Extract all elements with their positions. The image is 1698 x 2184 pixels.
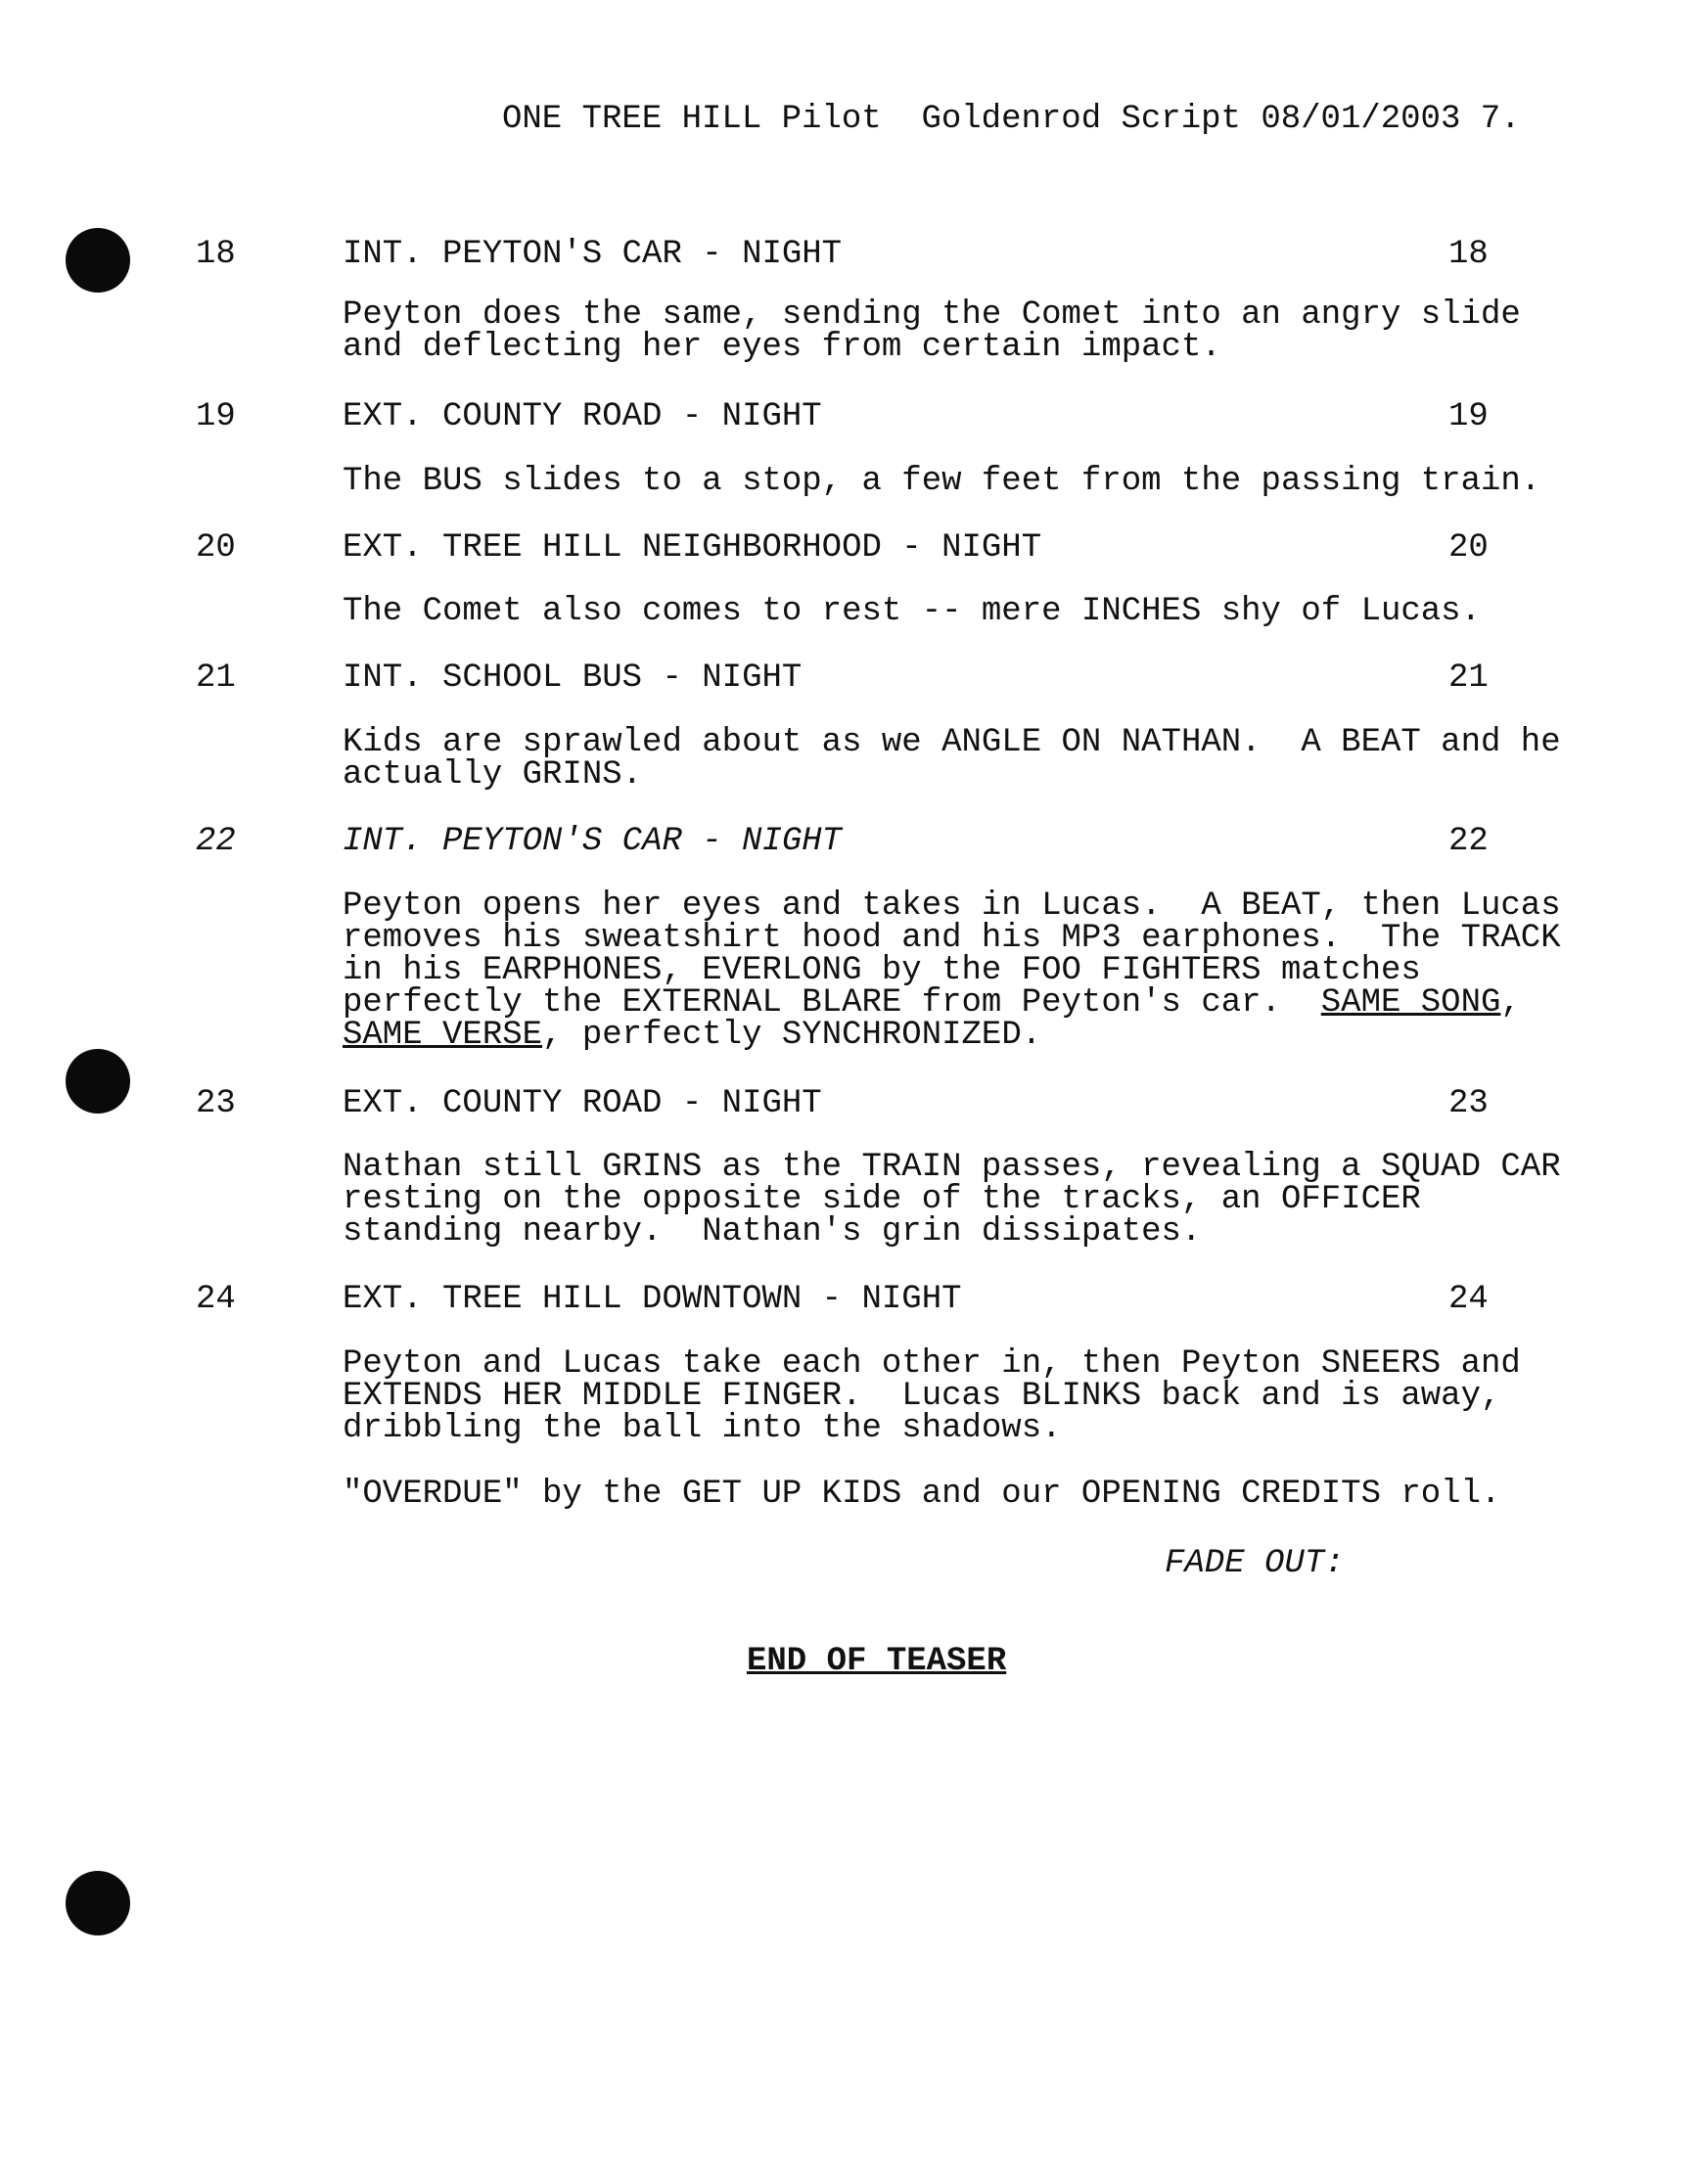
scene-number-right: 23 <box>1448 1085 1489 1122</box>
action-line: dribbling the ball into the shadows. <box>343 1410 1062 1447</box>
action-text: perfectly the EXTERNAL BLARE from Peyton's car. <box>343 984 1321 1022</box>
scene-heading: EXT. TREE HILL NEIGHBORHOOD - NIGHT <box>343 529 1042 567</box>
page-header: ONE TREE HILL Pilot Goldenrod Script 08/01/2003 7. <box>502 101 1521 138</box>
action-line: "OVERDUE" by the GET UP KIDS and our OPENING CREDITS roll. <box>343 1476 1501 1513</box>
transition-fade-out: FADE OUT: <box>1165 1545 1345 1582</box>
action-line: actually GRINS. <box>343 756 643 794</box>
scene-number-left: 23 <box>196 1085 236 1122</box>
action-line: standing nearby. Nathan's grin dissipates. <box>343 1213 1202 1251</box>
action-line: removes his sweatshirt hood and his MP3 earphones. The TRACK <box>343 920 1561 957</box>
scene-heading: INT. SCHOOL BUS - NIGHT <box>343 660 803 697</box>
scene-heading: EXT. COUNTY ROAD - NIGHT <box>343 1085 822 1122</box>
action-text: , <box>1500 984 1521 1022</box>
scene-number-left: 18 <box>196 236 236 273</box>
action-line: Peyton opens her eyes and takes in Lucas. A BEAT, then Lucas <box>343 887 1561 925</box>
scene-number-right: 24 <box>1448 1281 1489 1318</box>
scene-number-left: 20 <box>196 529 236 567</box>
scene-number-right: 20 <box>1448 529 1489 567</box>
action-line <box>343 1017 1042 1054</box>
end-of-teaser: END OF TEASER <box>747 1643 1007 1680</box>
scene-heading: EXT. COUNTY ROAD - NIGHT <box>343 398 822 435</box>
action-line: Peyton does the same, sending the Comet into an angry slide <box>343 296 1521 334</box>
action-line: The Comet also comes to rest -- mere INCHES shy of Lucas. <box>343 593 1481 630</box>
scene-number-right: 21 <box>1448 660 1489 697</box>
scene-number-left: 24 <box>196 1281 236 1318</box>
action-line <box>343 984 1521 1022</box>
action-line: and deflecting her eyes from certain impact. <box>343 329 1221 366</box>
underlined-text: SAME SONG <box>1320 984 1501 1022</box>
action-line: The BUS slides to a stop, a few feet from the passing train. <box>343 463 1541 500</box>
hole-punch-top <box>66 228 130 293</box>
scene-heading: INT. PEYTON'S CAR - NIGHT <box>343 236 843 273</box>
scene-heading: INT. PEYTON'S CAR - NIGHT <box>343 823 843 860</box>
scene-number-right: 22 <box>1448 823 1489 860</box>
scene-number-left: 21 <box>196 660 236 697</box>
scene-number-right: 19 <box>1448 398 1489 435</box>
action-line: EXTENDS HER MIDDLE FINGER. Lucas BLINKS back and is away, <box>343 1378 1501 1415</box>
hole-punch-bottom <box>66 1871 130 1935</box>
scene-number-left: 22 <box>196 823 236 860</box>
scene-number-left: 19 <box>196 398 236 435</box>
action-line: resting on the opposite side of the tracks, an OFFICER <box>343 1181 1421 1218</box>
action-line: Nathan still GRINS as the TRAIN passes, revealing a SQUAD CAR <box>343 1149 1561 1186</box>
action-line: Peyton and Lucas take each other in, then Peyton SNEERS and <box>343 1345 1521 1383</box>
scene-number-right: 18 <box>1448 236 1489 273</box>
underlined-text: SAME VERSE <box>343 1017 543 1054</box>
hole-punch-middle <box>66 1049 130 1114</box>
action-text: , perfectly SYNCHRONIZED. <box>542 1017 1042 1054</box>
action-line: Kids are sprawled about as we ANGLE ON NATHAN. A BEAT and he <box>343 724 1561 761</box>
action-line: in his EARPHONES, EVERLONG by the FOO FIGHTERS matches <box>343 952 1421 989</box>
scene-heading: EXT. TREE HILL DOWNTOWN - NIGHT <box>343 1281 962 1318</box>
